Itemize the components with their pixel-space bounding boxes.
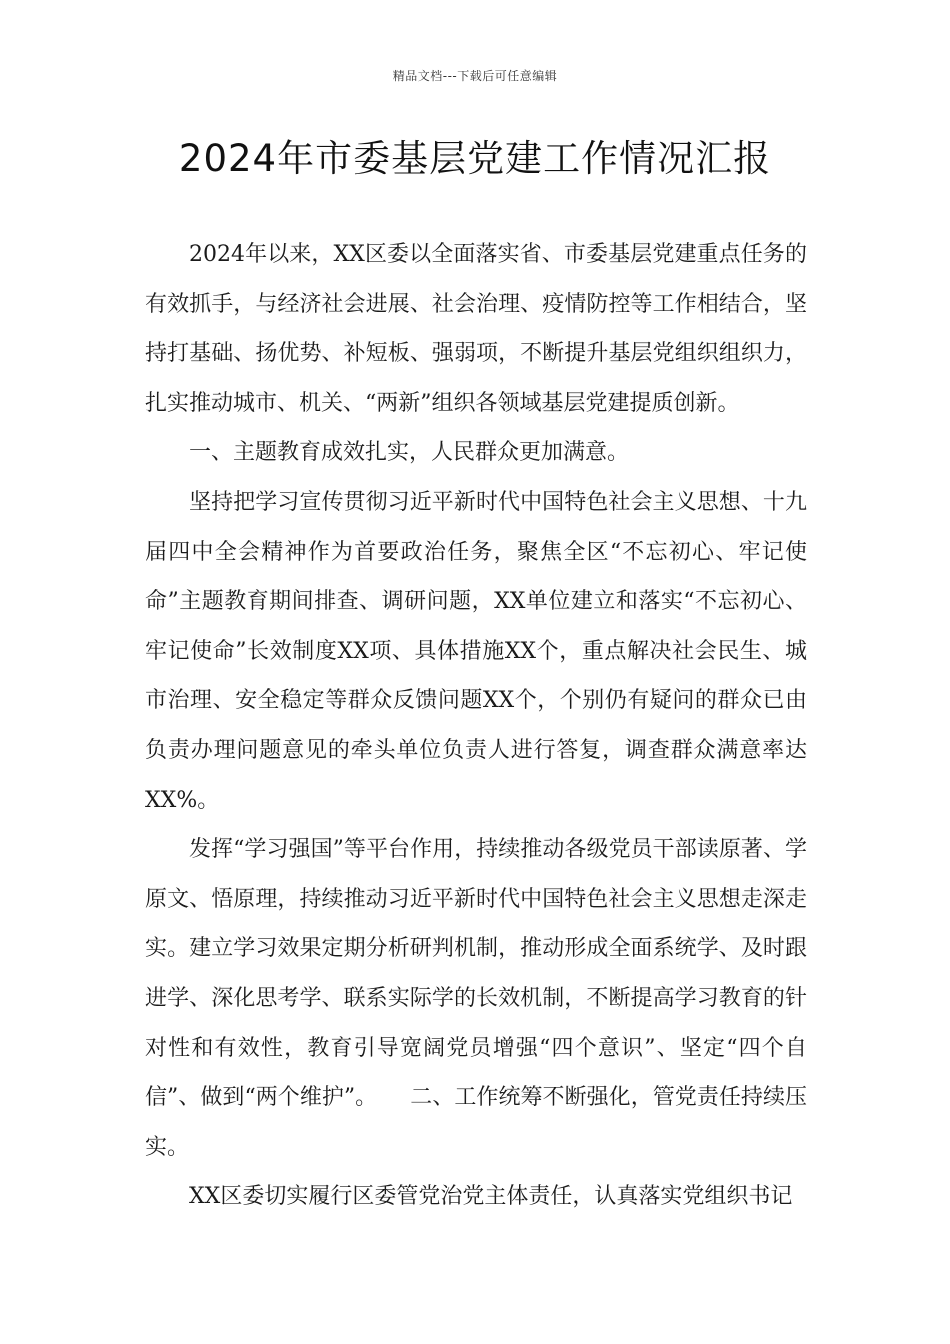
- paragraph-section-1-b: 发挥“学习强国”等平台作用，持续推动各级党员干部读原著、学原文、悟原理，持续推动习近平新时代中国特色社会主义思想走深走实。建立学习效果定期分析研判机制，推动形成全面系统学、及时跟进学、深化思考学、联系实际学的长效机制，不断提高学习教育的针对性和有效性，教育引导宽阔党员增强“四个意识”、坚定“四个自信”、做到“两个维护”。 二、工作统筹不断强化，管党责任持续压实。: [145, 837, 807, 1160]
- paragraph-section-2-a: XX区委切实履行区委管党治党主体责任，认真落实党组织书记: [189, 1184, 793, 1210]
- document-title: 2024年市委基层党建工作情况汇报: [178, 137, 772, 180]
- paragraph-intro: 2024年以来，XX区委以全面落实省、市委基层党建重点任务的有效抓手，与经济社会进展、社会治理、疫情防控等工作相结合，坚持打基础、扬优势、补短板、强弱项，不断提升基层党组织组织力，扎实推动城市、机关、“两新”组织各领域基层党建提质创新。: [145, 242, 807, 416]
- document-body: [145, 230, 807, 1222]
- header-note: 精品文档---下载后可任意编辑: [392, 69, 558, 83]
- section-heading-1: 一、主题教育成效扎实，人民群众更加满意。: [189, 440, 630, 466]
- paragraph-section-1-a: 坚持把学习宣传贯彻习近平新时代中国特色社会主义思想、十九届四中全会精神作为首要政治任务，聚焦全区“不忘初心、牢记使命”主题教育期间排查、调研问题，XX单位建立和落实“不忘初心、牢记使命”长效制度XX项、具体措施XX个，重点解决社会民生、城市治理、安全稳定等群众反馈问题XX个，个别仍有疑问的群众已由负责办理问题意见的牵头单位负责人进行答复，调查群众满意率达XX%。: [145, 489, 807, 813]
